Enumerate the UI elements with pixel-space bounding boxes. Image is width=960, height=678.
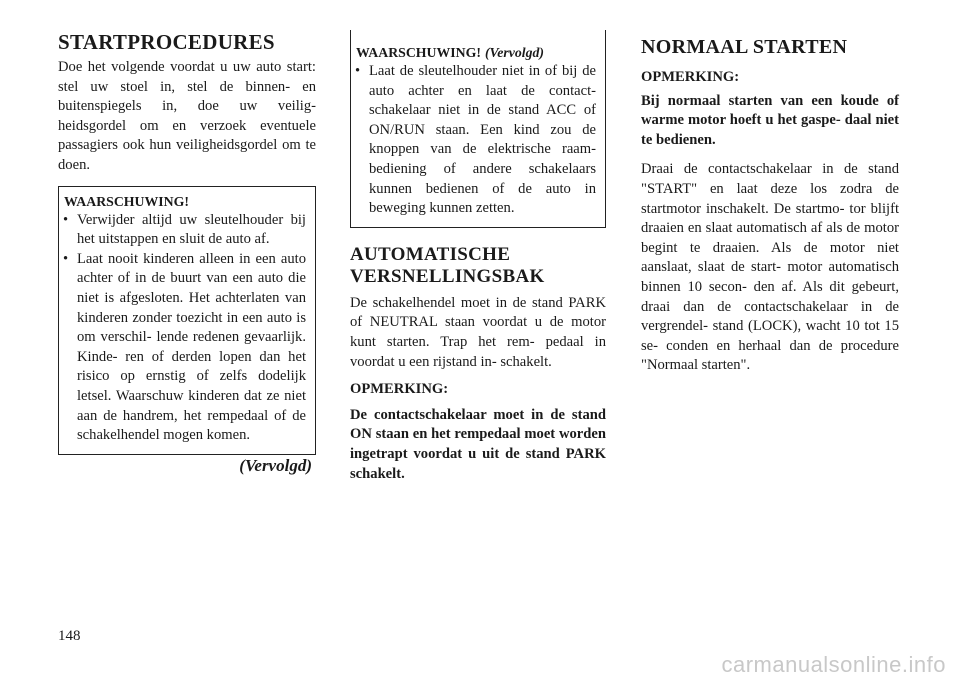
- warning-box: [58, 186, 316, 455]
- watermark: carmanualsonline.info: [721, 652, 946, 677]
- column-left: [58, 30, 316, 476]
- note-text: Bij normaal starten van een koude of warme motor hoeft u het gaspe- daal niet te bedienen.: [641, 92, 899, 148]
- warning-box-continued: [350, 30, 606, 228]
- warning-item: • Laat de sleutelhouder niet in of bij de auto achter en laat de contact- schakelaar niet in de stand ACC of ON/RUN staan. Een kind zou de knoppen van de elektrische raam- bediening of andere schakelaars kunnen bedienen of de auto in beweging kunnen zetten.: [355, 63, 596, 217]
- note-label: OPMERKING:: [350, 381, 449, 398]
- body-paragraph: De schakelhendel moet in de stand PARK of NEUTRAL staan voordat u de motor kunt starten. Trap het rem- pedaal in voordat u een rijstand in- schakelt.: [350, 294, 606, 370]
- section-heading-startprocedures: STARTPROCEDURES: [58, 30, 275, 54]
- note-text: De contactschakelaar moet in de stand ON staan en het rempedaal moet worden ingetrapt voordat u uit de stand PARK schakelt.: [350, 406, 606, 482]
- section-heading-normaal-starten: NORMAAL STARTEN: [641, 36, 848, 58]
- column-middle: [350, 30, 606, 484]
- bullet-icon: •: [63, 250, 69, 267]
- note-label: OPMERKING:: [641, 69, 740, 85]
- warning-title: WAARSCHUWING!: [64, 193, 189, 209]
- warning-item: • Laat nooit kinderen alleen in een auto achter of in de buurt van een auto die niet is afgesloten. Het achterlaten van kinderen zonder toezicht in een auto is om verschil- lende redenen gevaarlijk. Kinde- ren of derden lopen dan het risico op ernstig of zelfs dodelijk letsel. Waarschuw kinderen dat ze niet aan de handrem, het rempedaal of de schakelhendel mogen komen.: [63, 250, 306, 444]
- warning-item: • Verwijder altijd uw sleutelhouder bij het uitstappen en sluit de auto af.: [63, 211, 306, 248]
- warning-title: WAARSCHUWING! (Vervolgd): [356, 45, 544, 60]
- intro-paragraph: Doe het volgende voordat u uw auto start: stel uw stoel in, stel de binnen- en buitenspiegels in, doe uw veilig- heidsgordel om en verzoek eventuele passagiers ook hun veiligheidsgordel om te doen.: [58, 59, 316, 173]
- body-paragraph: Draai de contactschakelaar in de stand "START" en laat deze los zodra de startmotor inschakelt. De startmo- tor blijft draaien en slaat automatisch af als de motor begint te draaien. Als de motor niet aanslaat, slaat de start- motor automatisch binnen 10 secon- den af. Als dit gebeurt, draai dan de contactschakelaar in de vergrendel- stand (LOCK), wacht 10 tot 15 se- conden en herhaal dan de procedure "Normaal starten".: [641, 161, 899, 374]
- column-right: [641, 30, 899, 376]
- bullet-icon: •: [63, 211, 69, 228]
- bullet-icon: •: [355, 63, 361, 79]
- warning-continued-label: (Vervolgd): [484, 45, 544, 60]
- continued-label: (Vervolgd): [239, 455, 312, 475]
- page-number: 148: [58, 628, 81, 644]
- warning-list: [354, 62, 596, 219]
- warning-list: [62, 211, 306, 446]
- section-heading-automatische-versnellingsbak: AUTOMATISCHE VERSNELLINGSBAK: [350, 243, 545, 287]
